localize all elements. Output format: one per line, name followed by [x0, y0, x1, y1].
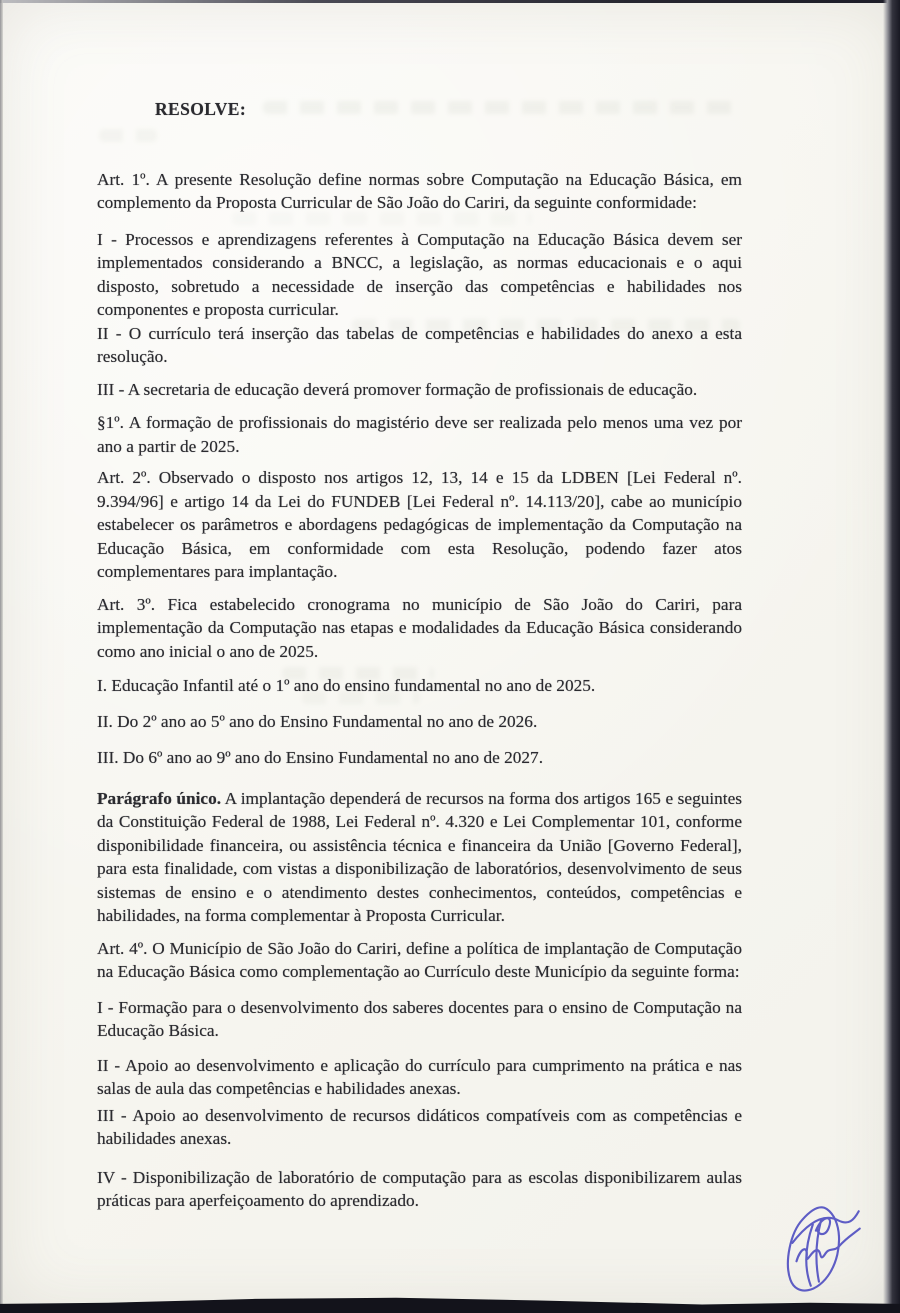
- paragraph-item-iii-art3: III. Do 6º ano ao 9º ano do Ensino Fundamental no ano de 2027.: [97, 748, 544, 767]
- paragraph-art-4: Art. 4º. O Município de São João do Cariri, define a política de implantação de Computação na Educação Básica como complementação ao Currículo deste Município da seguinte forma:: [97, 938, 742, 981]
- paragraph-item-ii-art4: II - Apoio ao desenvolvimento e aplicação do currículo para cumprimento na prática e nas salas de aula das competências e habilidades anexas.: [97, 1055, 742, 1098]
- paragraph-item-iv-art4: IV - Disponibilização de laboratório de computação para as escolas disponibilizarem aulas práticas para aperfeiçoamento do aprendizado.: [97, 1167, 742, 1210]
- scan-edge-right: [883, 0, 900, 1313]
- paragraph-item-i-art1: I - Processos e aprendizagens referentes à Computação na Educação Básica devem ser implementados considerando a BNCC, a legislação, as normas educacionais e o aqui disposto, sobretudo a necessidade de inserção das competências e habilidades nos componentes e proposta curricular.: [97, 229, 742, 319]
- scan-edge-left: [0, 0, 3, 1313]
- paragraph-item-iii-art4: III - Apoio ao desenvolvimento de recursos didáticos compatíveis com as competências e habilidades anexas.: [97, 1105, 742, 1148]
- signature-ink: [782, 1199, 862, 1297]
- paragraph-item-ii-art3: II. Do 2º ano ao 5º ano do Ensino Fundamental no ano de 2026.: [97, 711, 538, 731]
- paragraph-paragrafo-unico: [97, 787, 742, 928]
- scan-edge-bottom: [0, 1294, 900, 1313]
- paragraph-item-i-art4: I - Formação para o desenvolvimento dos saberes docentes para o ensino de Computação na Educação Básica.: [97, 997, 742, 1040]
- paragraph-art-1: Art. 1º. A presente Resolução define normas sobre Computação na Educação Básica, em complemento da Proposta Curricular de São João do Cariri, da seguinte conformidade:: [97, 169, 742, 212]
- resolve-heading: RESOLVE:: [155, 99, 247, 119]
- paragraph-section-1: §1º. A formação de profissionais do magistério deve ser realizada pelo menos uma vez por ano a partir de 2025.: [97, 413, 742, 456]
- paragraph-art-2: Art. 2º. Observado o disposto nos artigos 12, 13, 14 e 15 da LDBEN [Lei Federal nº. 9.394/96] e artigo 14 da Lei do FUNDEB [Lei Federal nº. 14.113/20], cabe ao município estabelecer os parâmetros e abordagens pedagógicas de implementação da Computação na Educação Básica, em conformidade com esta Resolução, podendo fazer atos complementares para implantação.: [97, 468, 742, 581]
- paragrafo-unico-label: Parágrafo único.: [97, 788, 222, 808]
- paragraph-item-i-art3: I. Educação Infantil até o 1º ano do ensino fundamental no ano de 2025.: [97, 676, 596, 695]
- scan-edge-top: [0, 0, 900, 3]
- paragrafo-unico-text: A implantação dependerá de recursos na forma dos artigos 165 e seguintes da Constituição Federal de 1988, Lei Federal nº. 4.320 e Lei Complementar 101, conforme disponibilidade financeira, ou assistência técnica e financeira da União [Governo Federal], para esta finalidade, com vistas a disponibilização de laboratórios, desenvolvimento de seus sistemas de ensino e o atendimento destes conhecimentos, conteúdos, competências e habilidades, na forma complementar à Proposta Curricular.: [97, 788, 742, 925]
- paragraph-item-iii-art1: III - A secretaria de educação deverá promover formação de profissionais de educação.: [97, 379, 698, 399]
- paragraph-item-ii-art1: II - O currículo terá inserção das tabelas de competências e habilidades do anexo a esta resolução.: [97, 323, 742, 366]
- paragraph-art-3: Art. 3º. Fica estabelecido cronograma no município de São João do Cariri, para implementação da Computação nas etapas e modalidades da Educação Básica considerando como ano inicial o ano de 2025.: [97, 594, 742, 661]
- document-body: [97, 0, 742, 1213]
